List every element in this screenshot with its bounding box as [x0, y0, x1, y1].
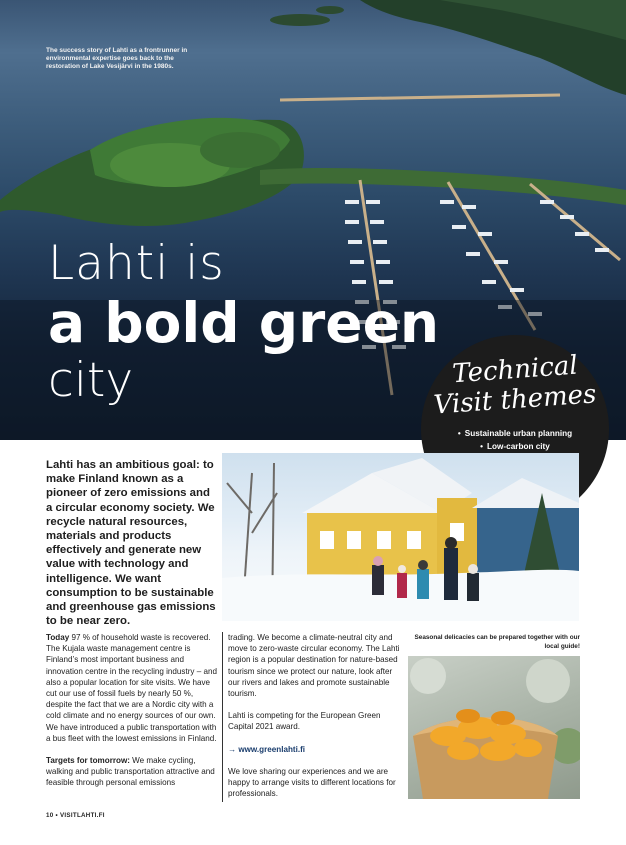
text-today: 97 % of household waste is recovered. The Kujala waste management centre is Finland’s most important business and innovation centre in the recycling industry – and also a popular location for site visits. We have cut our use of fossil fuels by nearly 50 %, despite the fact that we are a Nordic city with a cold climate and no energy sources of our own. We have introduced a public transportation with a bus fleet with the lowest emissions in Finland. — [46, 633, 217, 743]
theme-item: • Low-carbon city — [421, 440, 609, 453]
winter-house-illustration — [222, 453, 579, 621]
paragraph-visits: We love sharing our experiences and we are happy to arrange visits to different locations for professionals. — [228, 766, 396, 799]
intro-paragraph: Lahti has an ambitious goal: to make Finland known as a pioneer of zero emissions and a circular economy society. We recycle natural resources, materials and products effectively and generate new value with technology and intelligence. We want consumption to be sustainable and greenhouse gas emissions to be near zero. — [46, 459, 216, 628]
body-column-2 — [228, 632, 400, 810]
chanterelle-photo — [408, 656, 580, 799]
paragraph-climate: trading. We become a climate-neutral city and move to zero-waste circular economy. The Lahti region is a popular destination for nature-based tourism since we protect our nature, look after our rivers and lakes and promote sustainable tourism. — [228, 633, 400, 699]
paragraph-today — [46, 632, 218, 744]
paragraph-targets — [46, 755, 218, 789]
chanterelle-basket-illustration — [408, 656, 580, 799]
headline-line-3: city — [48, 353, 134, 408]
lead-targets: Targets for tomorrow: — [46, 756, 130, 766]
page-footer: 10 • VISITLAHTI.FI — [46, 812, 105, 819]
theme-item: • Sustainable urban planning — [421, 427, 609, 440]
page-headline — [48, 236, 439, 408]
text-targets: We make cycling, walking and public transportation attractive and feasible through personal emissions — [46, 756, 215, 788]
lead-today: Today — [46, 633, 70, 642]
winter-photo — [222, 453, 579, 621]
badge-title-line-1: Technical — [451, 350, 579, 390]
badge-title-line-2: Visit themes — [432, 379, 598, 421]
paragraph-competition: Lahti is competing for the European Green Capital 2021 award. — [228, 711, 381, 732]
greenlahti-link[interactable]: → www.greenlahti.fi — [228, 744, 306, 754]
hero-caption: The success story of Lahti as a frontrunner in environmental expertise goes back to the restoration of Lake Vesijärvi in the 1980s. — [46, 47, 188, 70]
photo-caption: Seasonal delicacies can be prepared together with our local guide! — [414, 634, 580, 650]
headline-line-2: a bold green — [48, 291, 440, 355]
column-divider — [222, 632, 223, 802]
headline-line-1: Lahti is — [48, 236, 225, 291]
body-column-1 — [46, 632, 218, 800]
